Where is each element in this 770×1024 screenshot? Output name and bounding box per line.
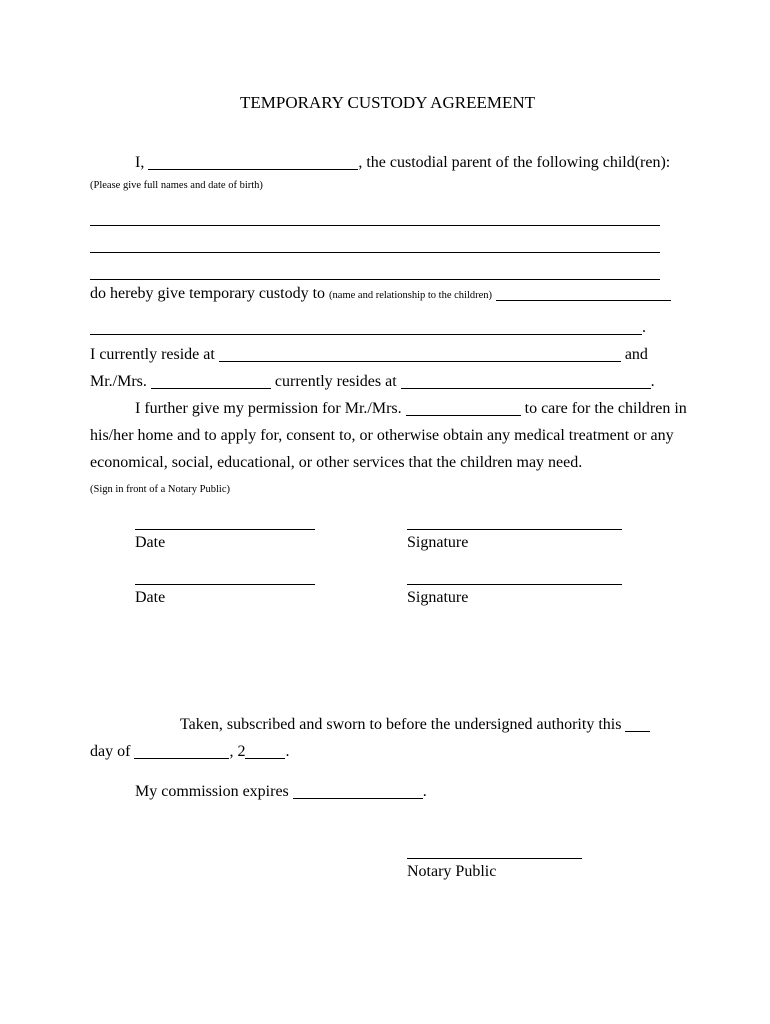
signature-label-1: Signature <box>407 534 469 551</box>
signature-row-2 <box>90 572 660 610</box>
children-names-note: (Please give full names and date of birth) <box>90 180 263 191</box>
custody-continuation-line <box>90 314 660 341</box>
mrmrs-pre-text: Mr./Mrs. <box>90 373 147 390</box>
sworn-date-line <box>90 738 660 765</box>
sworn-text: Taken, subscribed and sworn to before the undersigned authority this <box>180 716 622 733</box>
date-block-1 <box>135 517 315 555</box>
signature-block-2 <box>407 572 622 610</box>
date-label-2: Date <box>135 589 166 606</box>
signature-field-1[interactable] <box>407 517 622 530</box>
intro-post-text: , the custodial parent of the following child(ren): <box>358 154 671 171</box>
custodial-parent-name-field[interactable] <box>148 153 358 170</box>
day-end-text: . <box>285 743 290 760</box>
permission-custodian-name-field[interactable] <box>406 399 521 416</box>
custodian-name-continuation-field[interactable] <box>90 318 642 335</box>
year-field[interactable] <box>245 742 285 759</box>
notary-public-label: Notary Public <box>407 863 497 880</box>
date-field-2[interactable] <box>135 572 315 585</box>
date-label-1: Date <box>135 534 166 551</box>
permission-line-3: economical, social, educational, or other services that the children may need. <box>90 454 583 471</box>
day-pre-text: day of <box>90 743 131 760</box>
residence-line <box>90 341 660 368</box>
sworn-line <box>90 711 660 738</box>
commission-line <box>90 778 660 805</box>
children-names-section <box>90 199 660 280</box>
custodian-residence-line <box>90 368 660 395</box>
signature-block-1 <box>407 517 622 555</box>
sworn-day-field[interactable] <box>625 715 650 732</box>
notary-sign-note: (Sign in front of a Notary Public) <box>90 484 230 495</box>
intro-pre-text: I, <box>135 154 145 171</box>
permission-pre-text: I further give my permission for Mr./Mrs. <box>135 400 402 417</box>
document-title: TEMPORARY CUSTODY AGREEMENT <box>239 93 535 112</box>
children-names-field-1[interactable] <box>90 199 660 226</box>
children-names-field-3[interactable] <box>90 253 660 280</box>
custody-line <box>90 280 660 309</box>
intro-line <box>90 149 671 176</box>
day-mid-text: , 2 <box>229 743 246 760</box>
parent-address-field[interactable] <box>219 345 621 362</box>
custodian-title-name-field[interactable] <box>151 372 271 389</box>
date-field-1[interactable] <box>135 517 315 530</box>
permission-line-1 <box>90 395 687 422</box>
notary-signature-block <box>407 846 660 884</box>
residence-period-text: . <box>650 373 655 390</box>
month-field[interactable] <box>134 742 229 759</box>
custody-paren-text: (name and relationship to the children) <box>329 290 493 301</box>
commission-end-text: . <box>422 783 427 800</box>
custodian-name-field[interactable] <box>496 284 671 301</box>
children-names-field-2[interactable] <box>90 226 660 253</box>
notary-signature-field[interactable] <box>407 846 582 859</box>
custody-pre-text: do hereby give temporary custody to <box>90 285 326 302</box>
reside-pre-text: I currently reside at <box>90 346 215 363</box>
signature-row-1 <box>90 517 660 555</box>
custody-period-text: . <box>642 319 646 336</box>
permission-line-2: his/her home and to apply for, consent to, or otherwise obtain any medical treatment or any <box>90 427 674 444</box>
commission-pre-text: My commission expires <box>135 783 289 800</box>
permission-post-text: to care for the children in <box>524 400 687 417</box>
signature-label-2: Signature <box>407 589 469 606</box>
signature-field-2[interactable] <box>407 572 622 585</box>
date-block-2 <box>135 572 315 610</box>
commission-expiry-field[interactable] <box>293 782 423 799</box>
custodian-address-field[interactable] <box>401 372 651 389</box>
reside-post-text: and <box>624 346 648 363</box>
mrmrs-mid-text: currently resides at <box>274 373 397 390</box>
